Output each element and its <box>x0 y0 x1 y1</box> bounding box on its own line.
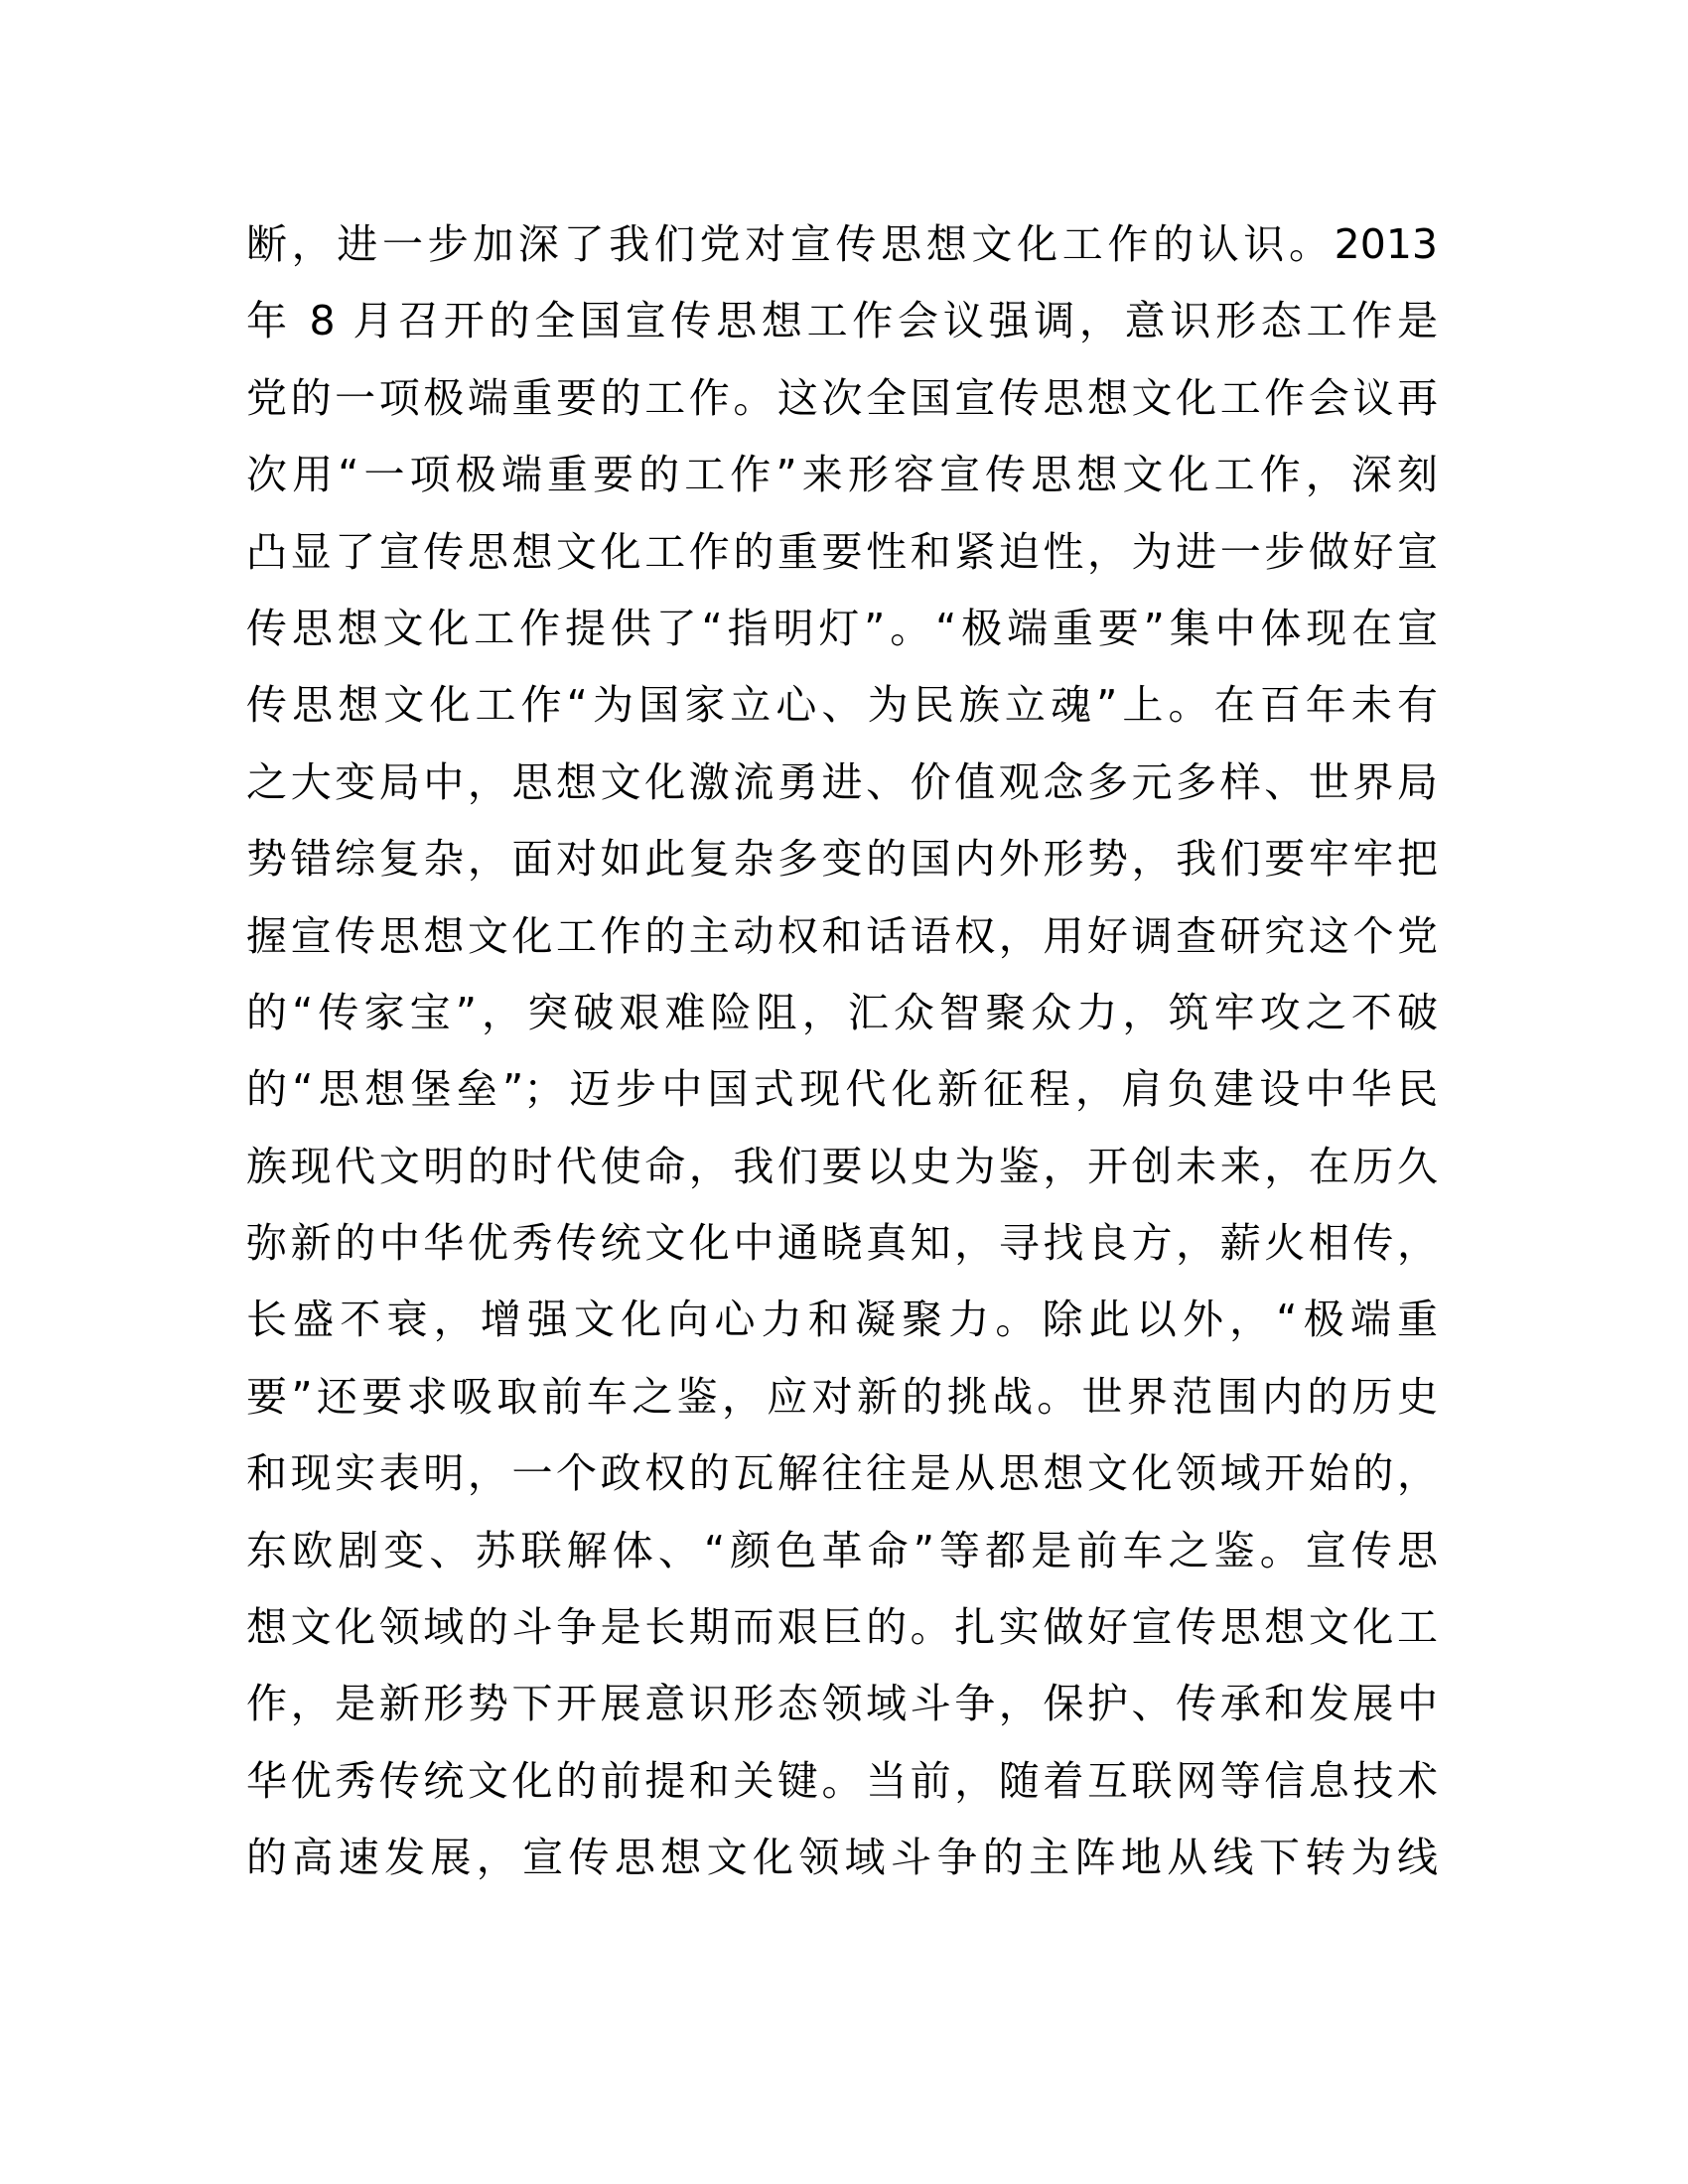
text-line: 传思想文化工作提供了“指明灯”。“极端重要”集中体现在宣 <box>246 604 1438 652</box>
text-line: 想文化领域的斗争是长期而艰巨的。扎实做好宣传思想文化工 <box>246 1603 1438 1652</box>
text-line: 年 8 月召开的全国宣传思想工作会议强调，意识形态工作是 <box>246 297 1438 345</box>
text-line: 要”还要求吸取前车之鉴，应对新的挑战。世界范围内的历史 <box>246 1372 1438 1421</box>
body-paragraph <box>246 206 1438 1897</box>
text-line: 断，进一步加深了我们党对宣传思想文化工作的认识。2013 <box>246 220 1438 268</box>
text-line: 华优秀传统文化的前提和关键。当前，随着互联网等信息技术 <box>246 1756 1438 1805</box>
text-line: 作，是新形势下开展意识形态领域斗争，保护、传承和发展中 <box>246 1680 1438 1728</box>
text-line: 和现实表明，一个政权的瓦解往往是从思想文化领域开始的， <box>246 1449 1438 1498</box>
text-line: 的“传家宝”，突破艰难险阻，汇众智聚众力，筑牢攻之不破 <box>246 988 1438 1036</box>
text-line: 族现代文明的时代使命，我们要以史为鉴，开创未来，在历久 <box>246 1142 1438 1190</box>
text-line: 传思想文化工作“为国家立心、为民族立魂”上。在百年未有 <box>246 681 1438 730</box>
text-line: 的高速发展，宣传思想文化领域斗争的主阵地从线下转为线 <box>246 1834 1438 1882</box>
text-line: 的“思想堡垒”；迈步中国式现代化新征程，肩负建设中华民 <box>246 1065 1438 1114</box>
text-line: 党的一项极端重要的工作。这次全国宣传思想文化工作会议再 <box>246 373 1438 422</box>
text-line: 势错综复杂，面对如此复杂多变的国内外形势，我们要牢牢把 <box>246 835 1438 884</box>
text-line: 凸显了宣传思想文化工作的重要性和紧迫性，为进一步做好宣 <box>246 527 1438 576</box>
text-line: 东欧剧变、苏联解体、“颜色革命”等都是前车之鉴。宣传思 <box>246 1526 1438 1574</box>
text-line: 之大变局中，思想文化激流勇进、价值观念多元多样、世界局 <box>246 757 1438 806</box>
text-line: 长盛不衰，增强文化向心力和凝聚力。除此以外，“极端重 <box>246 1296 1438 1344</box>
text-line: 次用“一项极端重要的工作”来形容宣传思想文化工作，深刻 <box>246 451 1438 499</box>
text-line: 弥新的中华优秀传统文化中通晓真知，寻找良方，薪火相传， <box>246 1219 1438 1268</box>
text-line: 握宣传思想文化工作的主动权和话语权，用好调查研究这个党 <box>246 911 1438 960</box>
